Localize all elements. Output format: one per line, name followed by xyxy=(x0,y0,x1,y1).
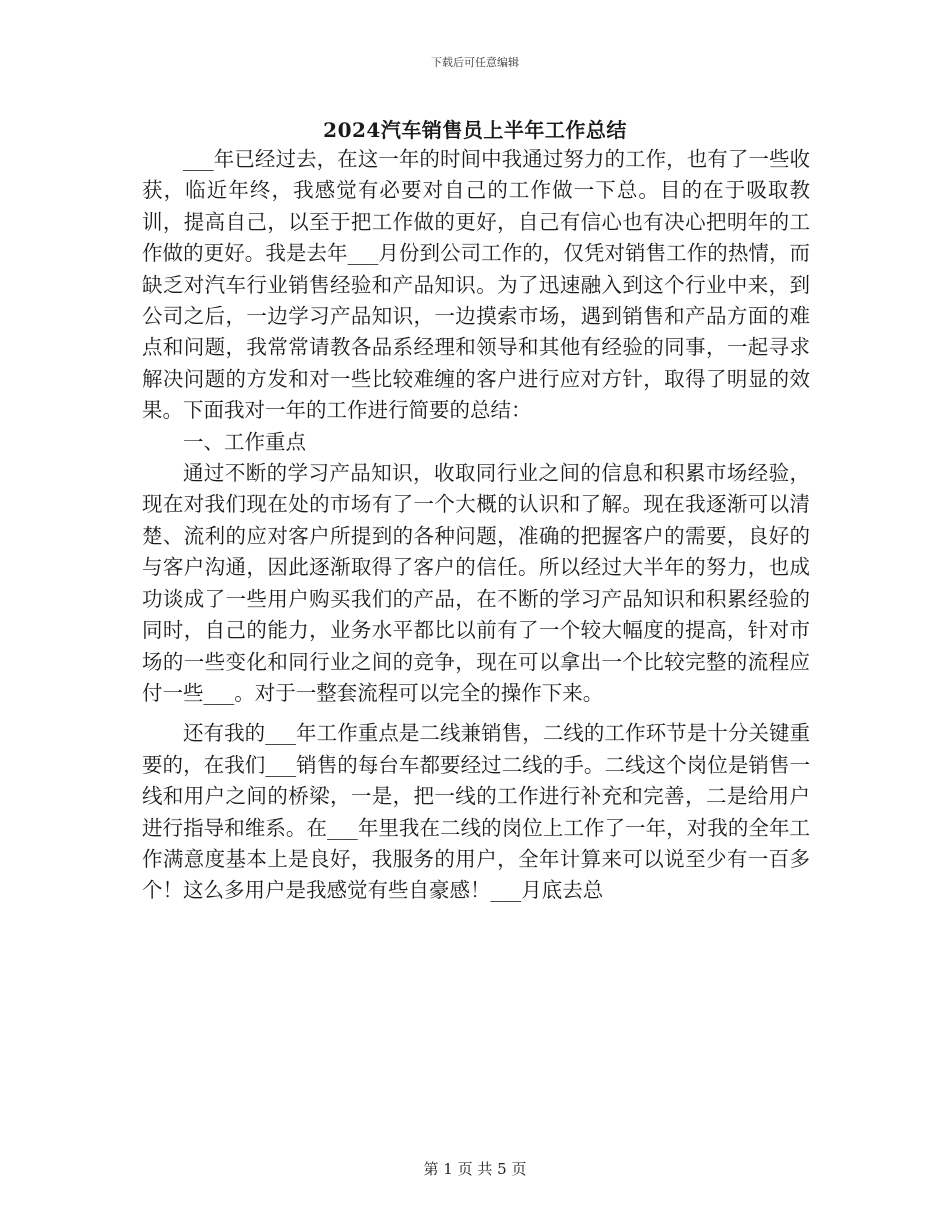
paragraph-work-focus: 通过不断的学习产品知识，收取同行业之间的信息和积累市场经验，现在对我们现在处的市场有了一个大概的认识和了解。现在我逐渐可以清楚、流利的应对客户所提到的各种问题，准确的把握客户的需要，良好的与客户沟通，因此逐渐取得了客户的信任。所以经过大半年的努力，也成功谈成了一些用户购买我们的产品，在不断的学习产品知识和积累经验的同时，自己的能力，业务水平都比以前有了一个较大幅度的提高，针对市场的一些变化和同行业之间的竞争，现在可以拿出一个比较完整的流程应付一些___。对于一整套流程可以完全的操作下来。 xyxy=(142,461,810,705)
paragraph-intro: ___年已经过去，在这一年的时间中我通过努力的工作，也有了一些收获，临近年终，我感觉有必要对自己的工作做一下总。目的在于吸取教训，提高自己，以至于把工作做的更好，自己有信心也有决心把明年的工作做的更好。我是去年___月份到公司工作的，仅凭对销售工作的热情，而缺乏对汽车行业销售经验和产品知识。为了迅速融入到这个行业中来，到公司之后，一边学习产品知识，一边摸索市场，遇到销售和产品方面的难点和问题，我常常请教各品系经理和领导和其他有经验的同事，一起寻求解决问题的方发和对一些比较难缠的客户进行应对方针，取得了明显的效果。下面我对一年的工作进行简要的总结： xyxy=(142,147,810,423)
header-note: 下载后可任意编辑 xyxy=(431,56,519,69)
document-title: 2024汽车销售员上半年工作总结 xyxy=(323,118,627,142)
document-body xyxy=(142,144,810,907)
paragraph-second-line: 还有我的___年工作重点是二线兼销售，二线的工作环节是十分关键重要的，在我们___销售的每台车都要经过二线的手。二线这个岗位是销售一线和用户之间的桥梁，一是，把一线的工作进行补充和完善，二是给用户进行指导和维系。在___年里我在二线的岗位上工作了一年，对我的全年工作满意度基本上是良好，我服务的用户，全年计算来可以说至少有一百多个！这么多用户是我感觉有些自豪感！___月底去总 xyxy=(142,721,810,903)
page-number: 第 1 页 共 5 页 xyxy=(423,1160,527,1178)
section-heading: 一、工作重点 xyxy=(183,429,306,454)
